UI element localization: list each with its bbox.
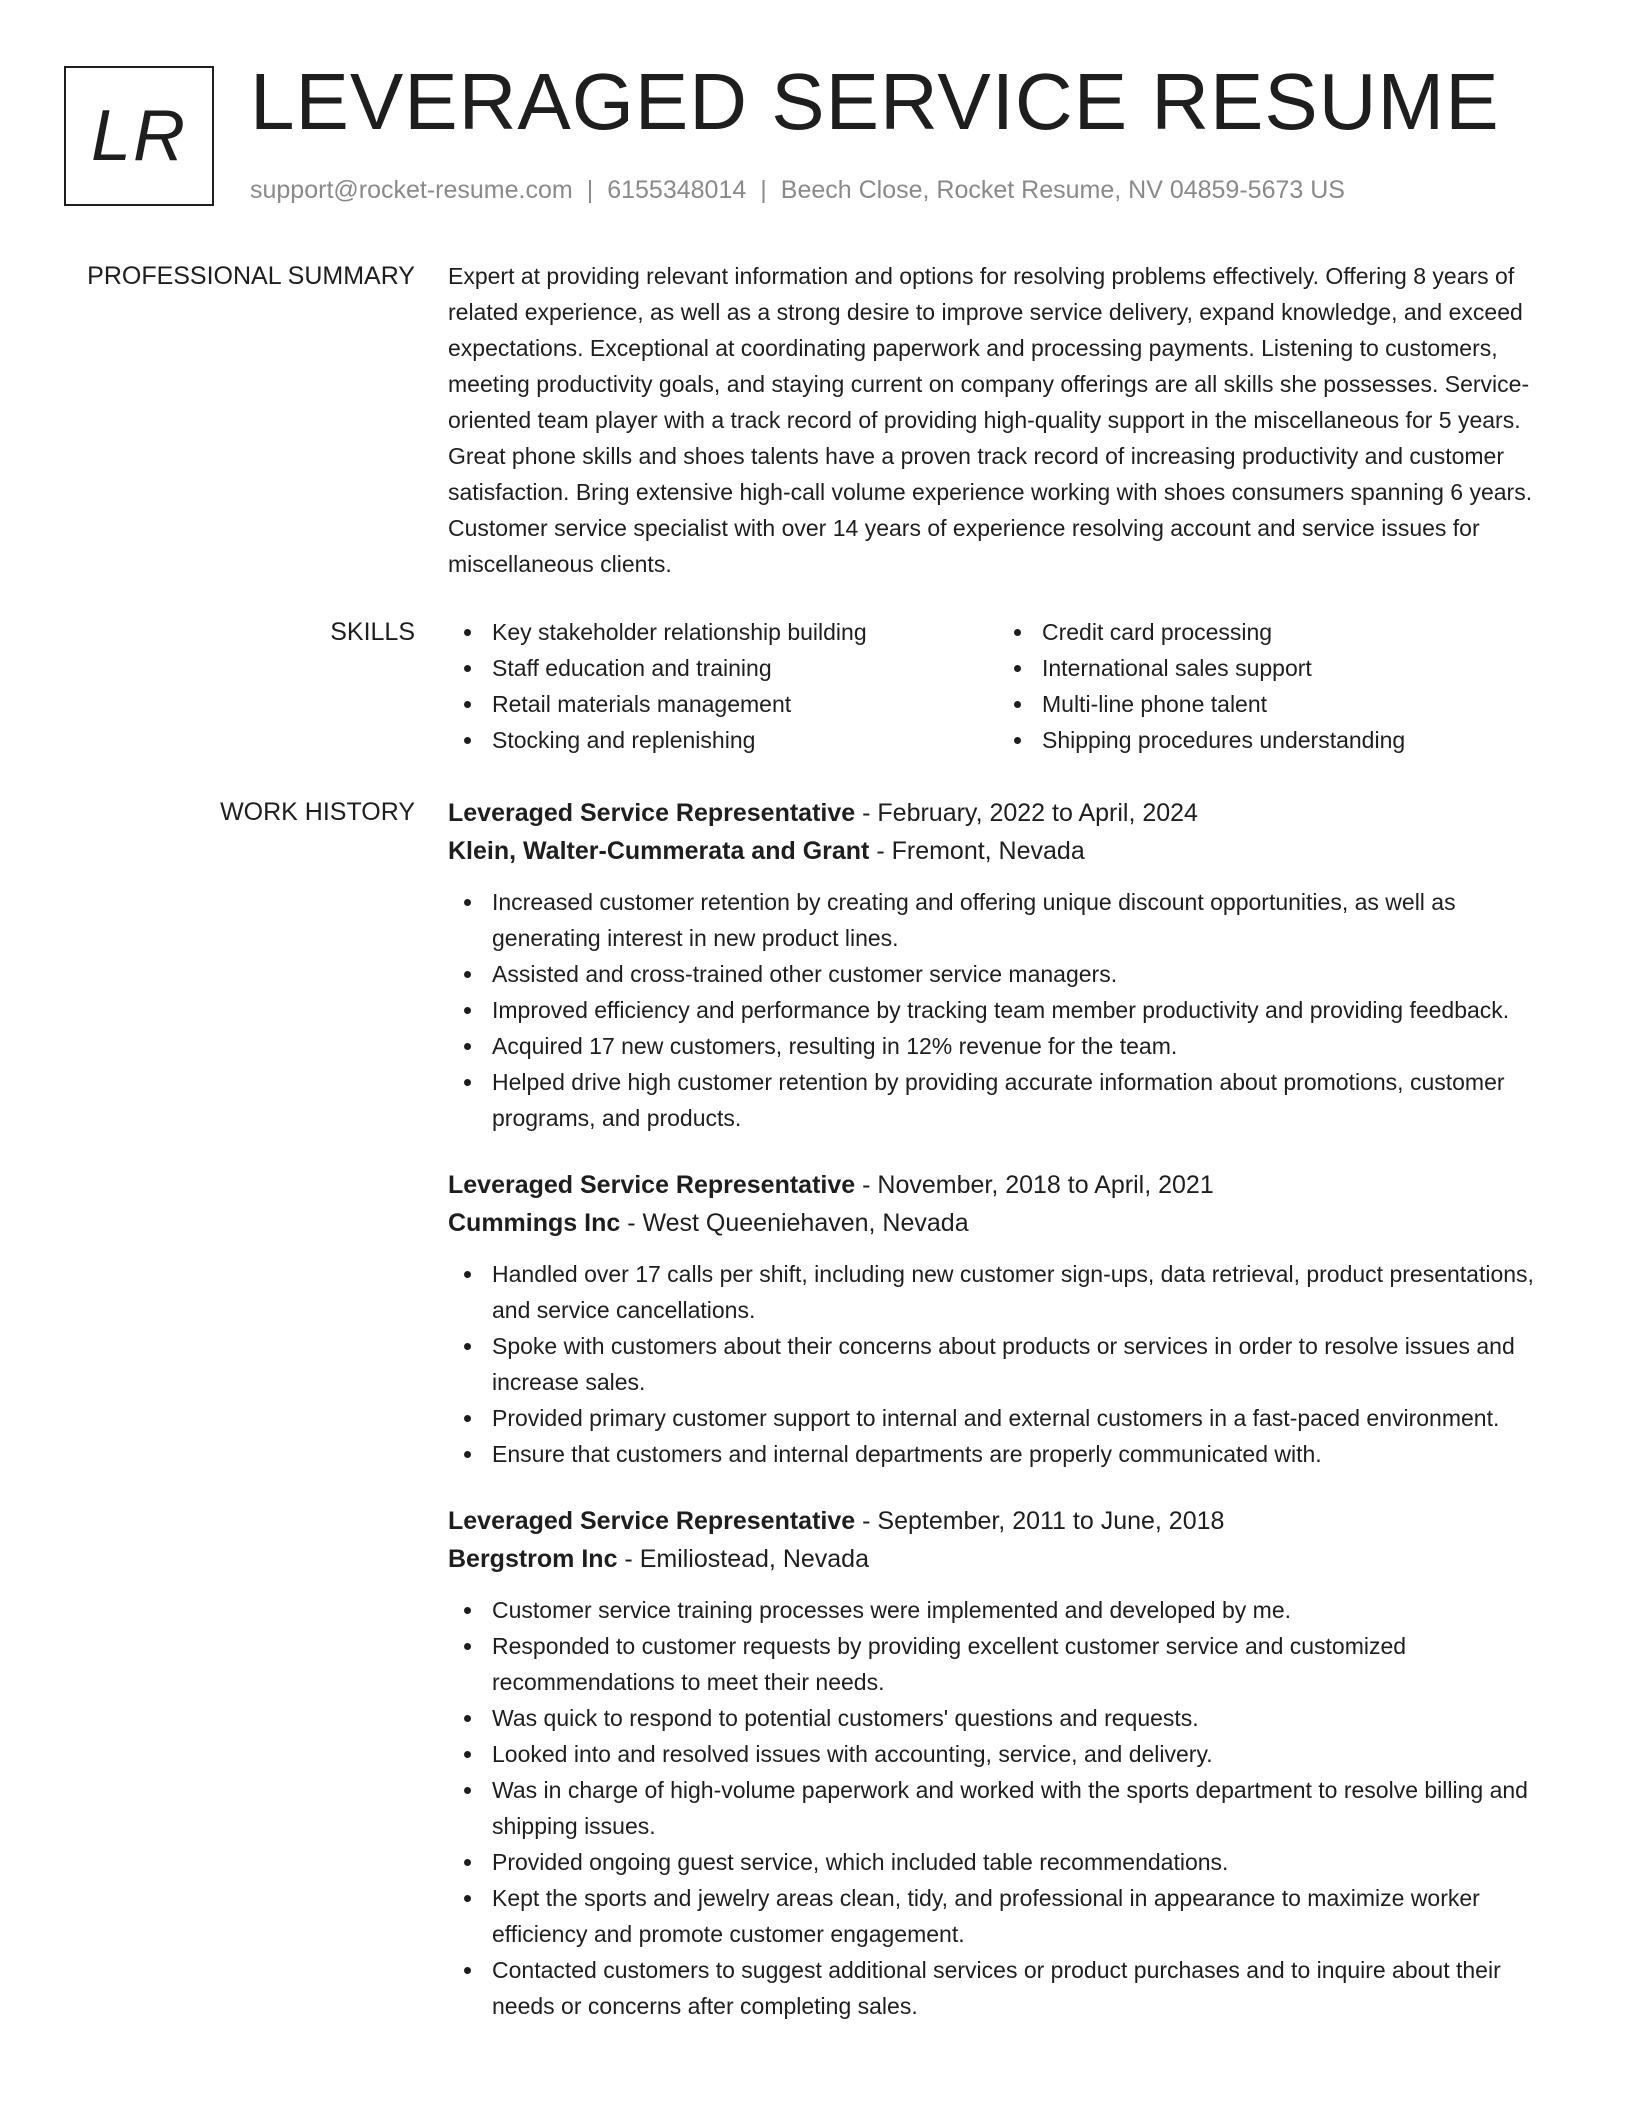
job-company-line (448, 1204, 1568, 1242)
job-location: - Emiliostead, Nevada (617, 1545, 869, 1573)
job-bullet: Kept the sports and jewelry areas clean, tidy, and professional in appearance to maximize worker efficiency and promote customer engagement. (448, 1880, 1568, 1952)
contact-phone[interactable]: 6155348014 (607, 176, 747, 204)
job-company: Klein, Walter-Cummerata and Grant (448, 837, 870, 865)
job-title-line (448, 1502, 1568, 1540)
resume-name: LEVERAGED SERVICE RESUME (250, 57, 1500, 146)
contact-separator: | (760, 176, 767, 204)
skill-item: Stocking and replenishing (448, 722, 998, 758)
skills-list-left (448, 614, 998, 758)
skills-body (448, 614, 1568, 758)
monogram-initials: LR (90, 96, 188, 176)
job-bullet: Looked into and resolved issues with accounting, service, and delivery. (448, 1736, 1568, 1772)
job-bullet: Customer service training processes were implemented and developed by me. (448, 1592, 1568, 1628)
job-title: Leveraged Service Representative (448, 1507, 856, 1535)
job-bullet: Acquired 17 new customers, resulting in 12% revenue for the team. (448, 1028, 1568, 1064)
job-dates: - February, 2022 to April, 2024 (855, 799, 1198, 827)
skill-item: Multi-line phone talent (998, 686, 1548, 722)
job-entry (448, 794, 1568, 1136)
skills-list-right (998, 614, 1548, 758)
skill-item: Staff education and training (448, 650, 998, 686)
skill-item: International sales support (998, 650, 1548, 686)
job-bullet: Provided ongoing guest service, which included table recommendations. (448, 1844, 1568, 1880)
skill-item: Retail materials management (448, 686, 998, 722)
job-dates: - November, 2018 to April, 2021 (855, 1171, 1214, 1199)
job-bullet: Responded to customer requests by providing excellent customer service and customized recommendations to meet their needs. (448, 1628, 1568, 1700)
summary-body (448, 258, 1568, 582)
job-bullet: Assisted and cross-trained other customer service managers. (448, 956, 1568, 992)
skill-item: Shipping procedures understanding (998, 722, 1548, 758)
job-bullet: Increased customer retention by creating and offering unique discount opportunities, as well as generating interest in new product lines. (448, 884, 1568, 956)
job-bullet: Was in charge of high-volume paperwork and worked with the sports department to resolve billing and shipping issues. (448, 1772, 1568, 1844)
monogram-logo (64, 66, 214, 206)
job-bullets (448, 1592, 1568, 2024)
job-dates: - September, 2011 to June, 2018 (855, 1507, 1225, 1535)
job-title-line (448, 1166, 1568, 1204)
job-title-line (448, 794, 1568, 832)
summary-text: Expert at providing relevant information and options for resolving problems effectively. Offering 8 years of related experience, as well as a strong desire to improve service delivery, expand knowledge, and exceed expectations. Exceptional at coordinating paperwork and processing payments. Listening to customers, meeting productivity goals, and staying current on company offerings are all skills she possesses. Service-oriented team player with a track record of providing high-quality support in the miscellaneous for 5 years. Great phone skills and shoes talents have a proven track record of increasing productivity and customer satisfaction. Bring extensive high-call volume experience working with shoes consumers spanning 6 years. Customer service specialist with over 14 years of experience resolving account and service issues for miscellaneous clients. (448, 263, 1533, 577)
job-bullets (448, 1256, 1568, 1472)
job-bullet: Was quick to respond to potential customers' questions and requests. (448, 1700, 1568, 1736)
job-company-line (448, 1540, 1568, 1578)
job-bullet: Ensure that customers and internal departments are properly communicated with. (448, 1436, 1568, 1472)
job-bullet: Handled over 17 calls per shift, including new customer sign-ups, data retrieval, product presentations, and service cancellations. (448, 1256, 1568, 1328)
job-bullet: Provided primary customer support to internal and external customers in a fast-paced environment. (448, 1400, 1568, 1436)
job-bullet: Improved efficiency and performance by tracking team member productivity and providing feedback. (448, 992, 1568, 1028)
contact-address: Beech Close, Rocket Resume, NV 04859-5673 US (780, 176, 1345, 204)
section-heading-work-history: WORK HISTORY (220, 798, 415, 826)
job-location: - West Queeniehaven, Nevada (620, 1209, 969, 1237)
job-bullets (448, 884, 1568, 1136)
job-bullet: Helped drive high customer retention by providing accurate information about promotions, customer programs, and products. (448, 1064, 1568, 1136)
contact-separator: | (586, 176, 594, 204)
skill-item: Key stakeholder relationship building (448, 614, 998, 650)
work-history-body (448, 794, 1568, 2054)
job-location: - Fremont, Nevada (869, 837, 1085, 865)
job-company: Cummings Inc (448, 1209, 621, 1237)
section-heading-skills: SKILLS (330, 618, 415, 646)
contact-email[interactable]: support@rocket-resume.com (250, 176, 573, 204)
job-bullet: Spoke with customers about their concerns about products or services in order to resolve issues and increase sales. (448, 1328, 1568, 1400)
job-company: Bergstrom Inc (448, 1545, 618, 1573)
contact-line (250, 174, 1345, 206)
skills-grid (448, 614, 1568, 758)
job-entry (448, 1166, 1568, 1472)
skill-item: Credit card processing (998, 614, 1548, 650)
job-company-line (448, 832, 1568, 870)
section-heading-summary: PROFESSIONAL SUMMARY (87, 262, 415, 290)
job-title: Leveraged Service Representative (448, 799, 856, 827)
job-bullet: Contacted customers to suggest additional services or product purchases and to inquire about their needs or concerns after completing sales. (448, 1952, 1568, 2024)
job-title: Leveraged Service Representative (448, 1171, 856, 1199)
job-entry (448, 1502, 1568, 2024)
